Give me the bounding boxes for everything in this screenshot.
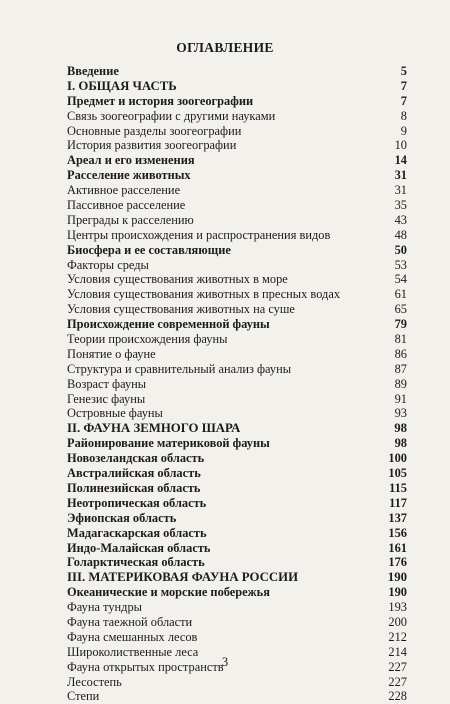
toc-entry [67, 630, 407, 645]
toc-entry [67, 406, 407, 421]
toc-entry-page: 117 [389, 495, 407, 510]
toc-entry-page: 156 [388, 525, 407, 540]
toc-entry [67, 124, 407, 139]
toc-entry-label: Океанические и морские побережья [67, 585, 270, 600]
toc-entry-page: 8 [400, 108, 407, 123]
toc-entry-label: Понятие о фауне [67, 346, 156, 361]
toc-entry-label: I. ОБЩАЯ ЧАСТЬ [67, 78, 177, 93]
toc-entry [67, 421, 407, 436]
toc-entry-page: 7 [400, 93, 407, 108]
toc-entry [67, 555, 407, 570]
toc-entry [67, 451, 407, 466]
toc-entry-page: 10 [394, 138, 407, 153]
toc-entry [67, 213, 407, 228]
toc-entry-page: 86 [394, 346, 407, 361]
toc-entry-label: Связь зоогеографии с другими науками [67, 108, 276, 123]
toc-entry [67, 228, 407, 243]
toc-entry-page: 190 [388, 585, 407, 600]
toc-entry [67, 272, 407, 287]
toc-entry-page: 5 [400, 64, 407, 78]
toc-entry-page: 190 [387, 570, 407, 585]
toc-entry [67, 496, 407, 511]
toc-entry [67, 109, 407, 124]
toc-entry [67, 332, 407, 347]
toc-entry-label: Неотропическая область [67, 495, 207, 510]
toc-entry-label: III. МАТЕРИКОВАЯ ФАУНА РОССИИ [67, 570, 299, 585]
toc-entry [67, 689, 407, 704]
toc-entry-page: 193 [388, 600, 407, 615]
toc-entry [67, 79, 407, 94]
toc-entry-page: 137 [388, 510, 407, 525]
toc-entry [67, 64, 407, 79]
toc-entry-label: Широколиственные леса [67, 644, 199, 659]
toc-entry-label: Районирование материковой фауны [67, 436, 270, 451]
toc-entry [67, 600, 407, 615]
toc-entry-page: 31 [394, 168, 407, 183]
toc-entry [67, 302, 407, 317]
toc-entry-page: 54 [394, 272, 407, 287]
toc-entry-page: 98 [394, 436, 407, 451]
toc-entry [67, 466, 407, 481]
toc-entry-label: Мадагаскарская область [67, 525, 207, 540]
toc-entry [67, 347, 407, 362]
toc-entry-page: 65 [394, 302, 407, 317]
toc-entry-label: Условия существования животных в море [67, 272, 288, 287]
toc-entry-label: Центры происхождения и распространения видов [67, 227, 331, 242]
toc-entry [67, 526, 407, 541]
toc-entry-page: 48 [394, 227, 407, 242]
toc-entry-label: Введение [67, 64, 119, 78]
toc-entry [67, 675, 407, 690]
toc-entry-label: Предмет и история зоогеографии [67, 93, 254, 108]
toc-entry [67, 168, 407, 183]
toc-entry [67, 138, 407, 153]
toc-entry-label: Степи [67, 689, 100, 704]
toc-entry [67, 153, 407, 168]
toc-entry-page: 79 [394, 317, 407, 332]
toc-entry-page: 53 [394, 257, 407, 272]
toc-entry-label: Фауна открытых пространств [67, 659, 224, 674]
toc-entry [67, 198, 407, 213]
toc-entry [67, 317, 407, 332]
toc-entry-page: 61 [394, 287, 407, 302]
toc-entry-label: Возраст фауны [67, 376, 147, 391]
toc-entry [67, 243, 407, 258]
toc-entry-page: 7 [400, 78, 407, 93]
toc-entry-page: 100 [388, 451, 407, 466]
toc-entry-label: Активное расселение [67, 183, 181, 198]
toc-entry-page: 228 [388, 689, 407, 704]
toc-entry-page: 98 [394, 421, 407, 436]
toc-entry-label: Биосфера и ее составляющие [67, 242, 231, 257]
toc-entry-label: Лесостепь [67, 674, 122, 689]
toc-entry-page: 35 [394, 198, 407, 213]
toc-entry-page: 14 [394, 153, 407, 168]
toc-entry-page: 214 [388, 644, 407, 659]
toc-entry-label: Ареал и его изменения [67, 153, 195, 168]
toc-entry-label: Фауна таежной области [67, 614, 193, 629]
table-of-contents [67, 57, 407, 704]
toc-entry [67, 481, 407, 496]
toc-entry-page: 9 [400, 123, 407, 138]
toc-entry-label: Факторы среды [67, 257, 149, 272]
toc-entry-page: 93 [394, 406, 407, 421]
toc-entry-label: Фауна тундры [67, 600, 142, 615]
toc-entry-label: История развития зоогеографии [67, 138, 237, 153]
toc-entry-page: 87 [394, 361, 407, 376]
toc-entry-label: Островные фауны [67, 406, 163, 421]
toc-entry-label: Австралийская область [67, 466, 201, 481]
toc-entry-page: 50 [394, 242, 407, 257]
toc-entry [67, 511, 407, 526]
toc-entry-label: Эфиопская область [67, 510, 177, 525]
toc-entry-page: 91 [394, 391, 407, 406]
toc-entry [67, 287, 407, 302]
toc-entry-label: Индо-Малайская область [67, 540, 211, 555]
toc-entry [67, 570, 407, 585]
toc-entry-label: Фауна смешанных лесов [67, 629, 198, 644]
toc-entry-page: 115 [389, 480, 407, 495]
toc-entry-label: Теории происхождения фауны [67, 332, 228, 347]
toc-entry-page: 31 [394, 183, 407, 198]
toc-entry-page: 176 [388, 555, 407, 570]
toc-entry [67, 615, 407, 630]
toc-entry [67, 258, 407, 273]
toc-entry-page: 161 [388, 540, 407, 555]
toc-entry-page: 43 [394, 212, 407, 227]
toc-entry-label: Новозеландская область [67, 451, 205, 466]
toc-entry-label: Расселение животных [67, 168, 191, 183]
toc-entry-page: 81 [394, 332, 407, 347]
toc-entry [67, 377, 407, 392]
toc-entry [67, 541, 407, 556]
toc-entry-label: Условия существования животных в пресных водах [67, 287, 341, 302]
toc-entry-label: Голарктическая область [67, 555, 205, 570]
page-number: 3 [221, 655, 229, 669]
toc-entry-label: Пассивное расселение [67, 198, 186, 213]
toc-entry-page: 105 [388, 466, 407, 481]
toc-entry-label: Основные разделы зоогеографии [67, 123, 242, 138]
toc-entry-label: II. ФАУНА ЗЕМНОГО ШАРА [67, 421, 241, 436]
toc-entry-label: Структура и сравнительный анализ фауны [67, 361, 292, 376]
toc-entry-label: Условия существования животных на суше [67, 302, 295, 317]
toc-entry-label: Происхождение современной фауны [67, 317, 270, 332]
toc-entry-page: 200 [388, 614, 407, 629]
toc-entry-page: 212 [388, 629, 407, 644]
toc-entry [67, 585, 407, 600]
toc-entry [67, 183, 407, 198]
toc-entry-page: 227 [388, 659, 407, 674]
page-title: ОГЛАВЛЕНИЕ [176, 40, 274, 55]
toc-entry-label: Преграды к расселению [67, 212, 194, 227]
toc-entry [67, 94, 407, 109]
toc-entry-label: Полинезийская область [67, 480, 201, 495]
toc-entry [67, 436, 407, 451]
toc-entry-page: 227 [388, 674, 407, 689]
toc-entry-label: Генезис фауны [67, 391, 146, 406]
toc-entry [67, 392, 407, 407]
toc-entry [67, 362, 407, 377]
toc-entry-page: 89 [394, 376, 407, 391]
